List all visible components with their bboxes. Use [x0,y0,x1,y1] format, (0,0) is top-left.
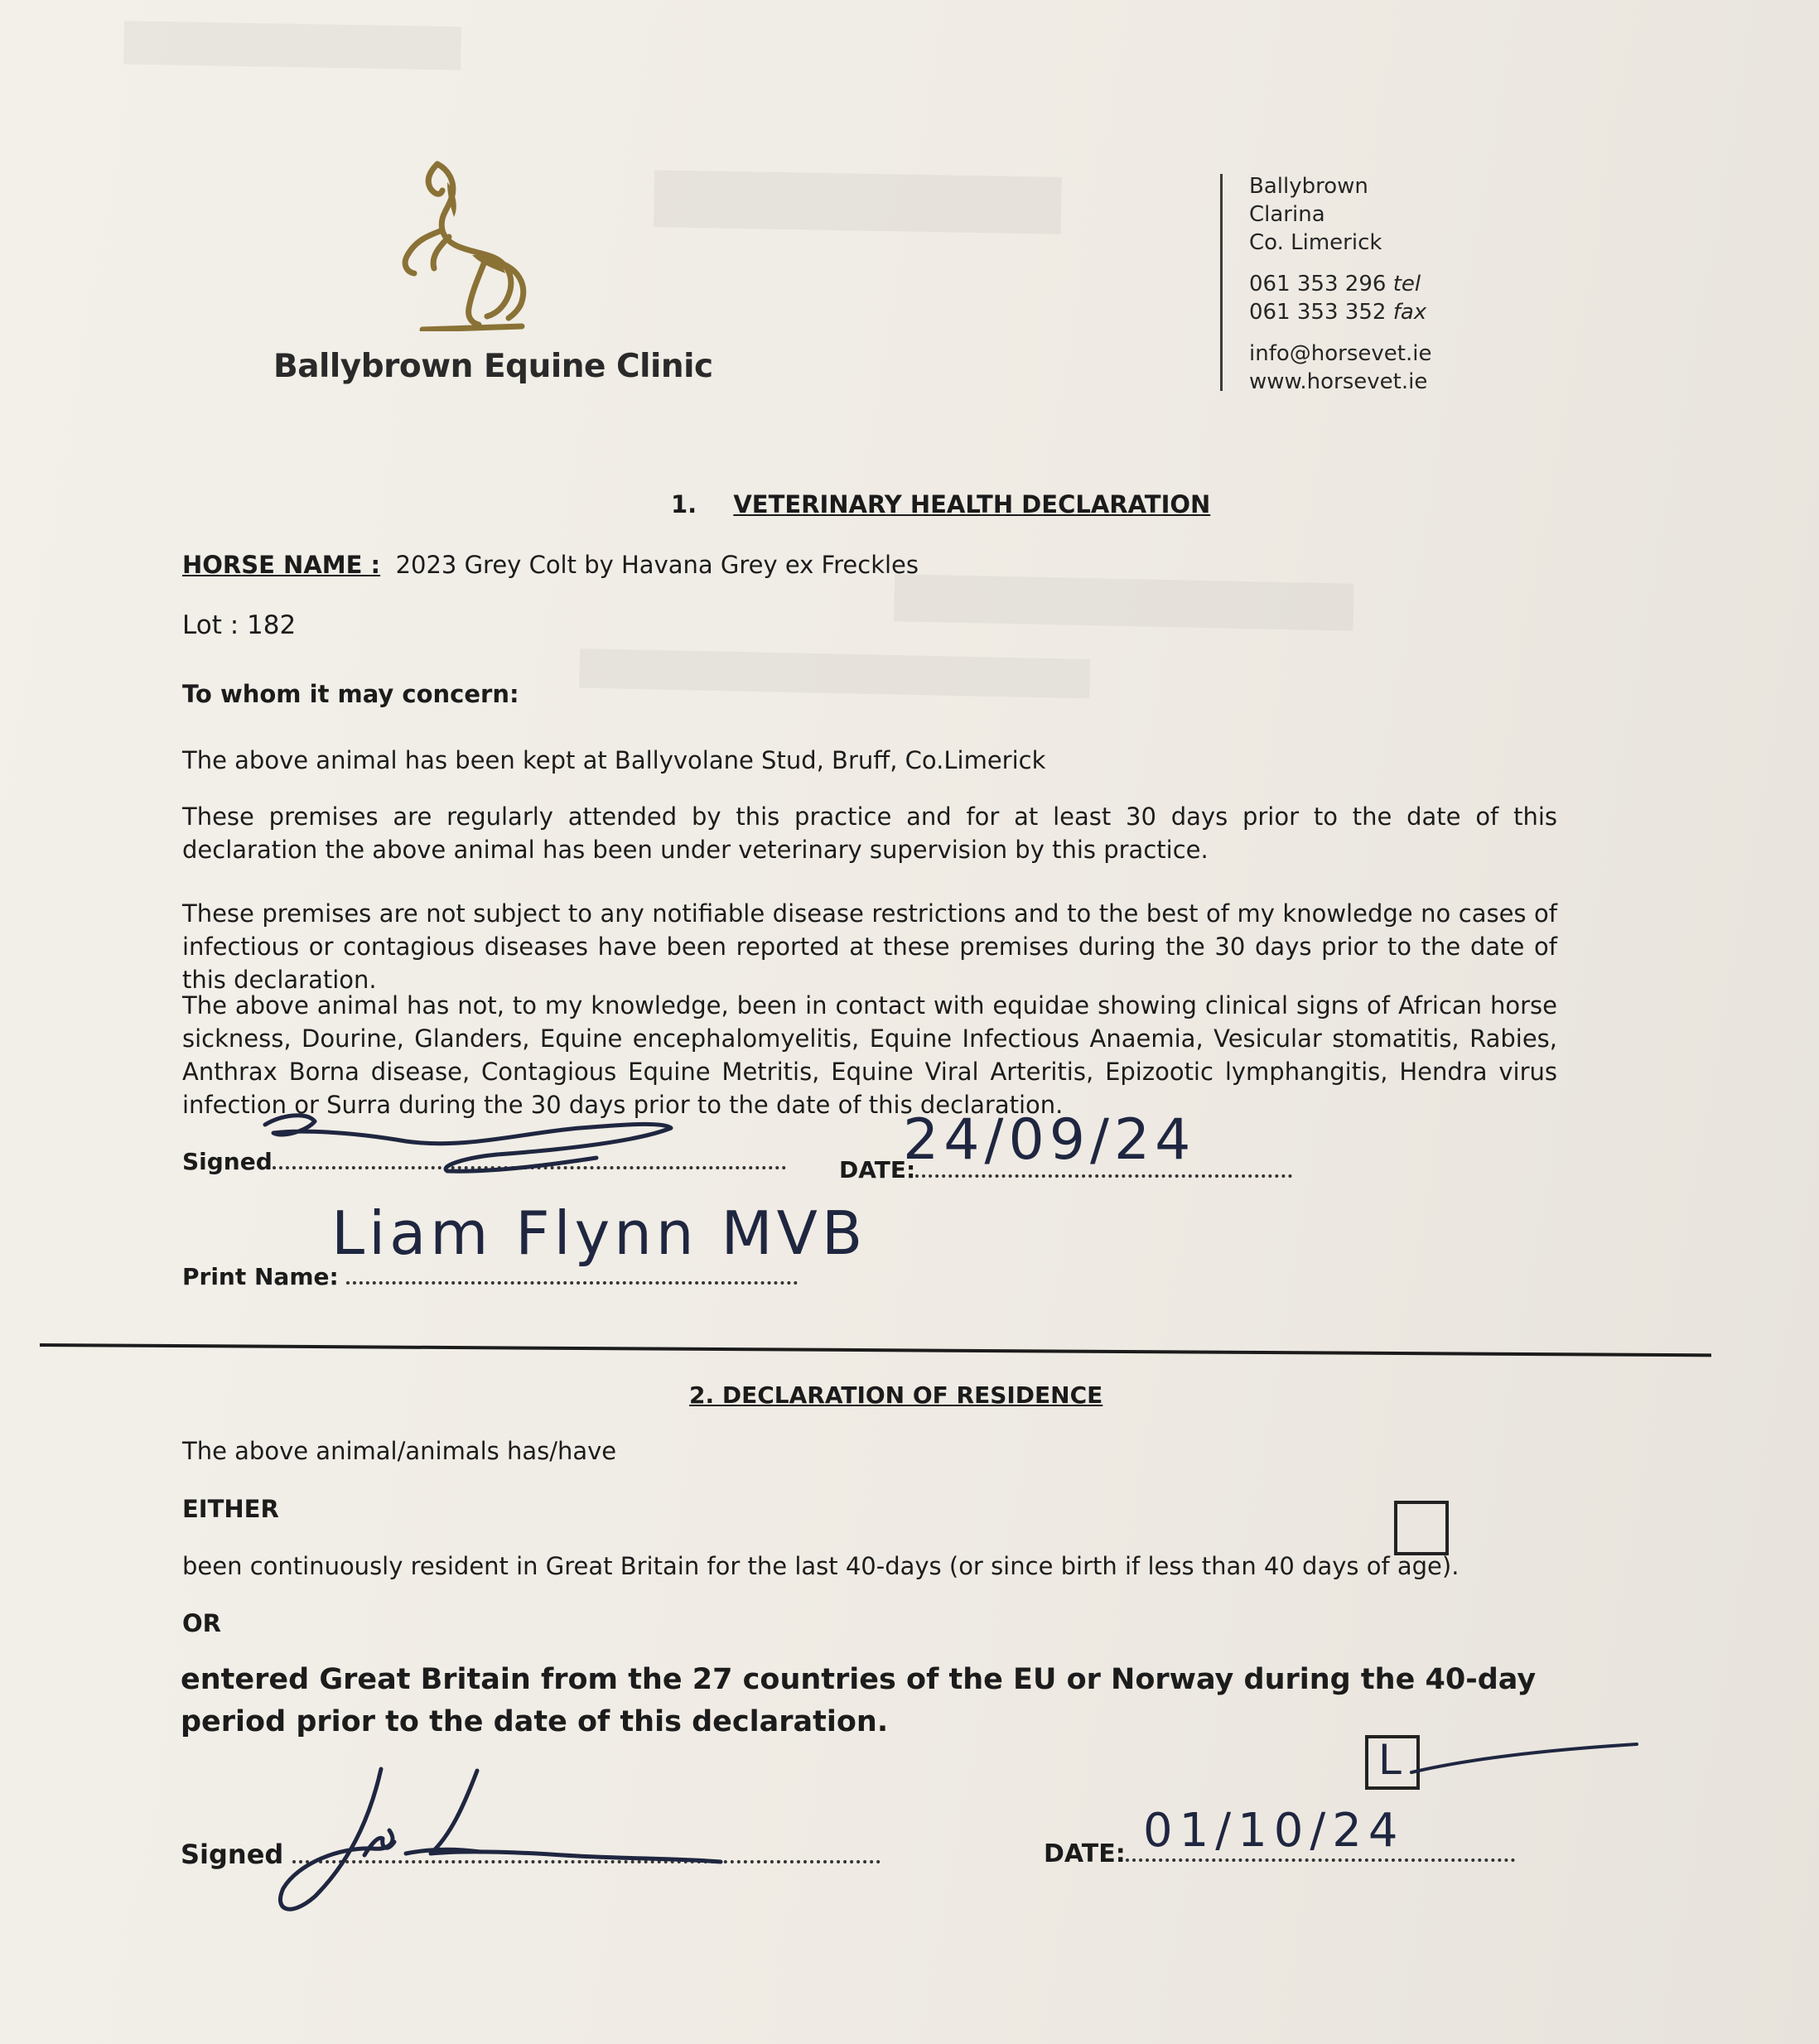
or-label: OR [182,1609,221,1637]
signature-row-1 [182,1141,786,1175]
section2-title: 2. DECLARATION OF RESIDENCE [689,1381,1103,1409]
lot-number: Lot : 182 [182,610,297,640]
salutation: To whom it may concern: [182,680,519,708]
signature-row-2 [181,1835,881,1870]
bleed-through-text: ████████████ [123,22,461,70]
signed-label: Signed [182,1148,273,1175]
fax-number: 061 353 352 [1249,300,1387,325]
address-line: Ballybrown [1249,174,1368,199]
section-divider [40,1343,1711,1357]
print-name-label: Print Name: [182,1263,339,1290]
address-line: Co. Limerick [1249,230,1382,255]
fax-label: fax [1392,300,1427,325]
horse-name-value: 2023 Grey Colt by Havana Grey ex Freckles [395,551,919,579]
phone-number: 061 353 296 [1249,272,1387,296]
letterhead-divider [1220,174,1223,391]
horse-name-line [182,548,1557,581]
address-line: Clarina [1249,202,1325,227]
option1-text: been continuously resident in Great Britain for the last 40-days (or since birth if less than 40 days of age). [182,1552,1460,1580]
signed-label-2: Signed [181,1839,284,1870]
phone-line [1249,270,1421,298]
bleed-through-text: ███████████████ [894,575,1354,631]
section1-title: VETERINARY HEALTH DECLARATION [733,490,1211,518]
section1-heading [671,490,1210,518]
bleed-through-text: ███████████ [654,170,1062,234]
date-label: DATE: [839,1156,916,1183]
email-link[interactable]: info@horsevet.ie [1249,341,1432,366]
signature-line[interactable] [273,1141,786,1169]
date-label-2: DATE: [1044,1839,1126,1868]
horse-name-label: HORSE NAME : [182,551,381,579]
option2-text: entered Great Britain from the 27 countries of the EU or Norway during the 40-day period prior to the date of this declaration. [181,1663,1537,1738]
option2-mark: L [1378,1736,1402,1784]
clinic-name: Ballybrown Equine Clinic [273,348,713,385]
phone-label: tel [1392,272,1421,296]
option1-checkbox[interactable] [1394,1501,1449,1555]
option2-tick-stroke [1408,1738,1640,1779]
bleed-through-text: ████████████████████ [579,648,1090,699]
print-name-value: Liam Flynn MVB [331,1198,867,1268]
signature-line-2[interactable] [292,1835,881,1863]
section1-number: 1. [671,490,697,518]
fax-line [1249,298,1426,326]
paragraph-disease-contact: The above animal has not, to my knowledge, been in contact with equidae showing clinical signs of African horse sickness, Dourine, Glanders, Equine encephalomyelitis, Equine Infectious Anaemia, Vesicular stomatitis, Rabies, Anthrax Borna disease, Contagious Equine Metritis, Equine Viral Arteritis, Epizootic lymphangitis, Hendra virus infection or Surra during the 30 days prior to the date of this declaration. [182,991,1557,1119]
paragraph-supervision: These premises are regularly attended by this practice and for at least 30 days prior to the date of this declaration the above animal has been under veterinary supervision by this practice. [182,803,1557,864]
paragraph-restrictions: These premises are not subject to any notifiable disease restrictions and to the best of my knowledge no cases of infectious or contagious diseases have been reported at these premises during the 30 days prior to the date of this declaration. [182,899,1557,994]
rearing-horse-icon [389,157,538,331]
either-label: EITHER [182,1495,279,1523]
date-value-2: 01/10/24 [1143,1804,1405,1858]
paragraph-kept-at: The above animal has been kept at Ballyvolane Stud, Bruff, Co.Limerick [182,746,1046,774]
residence-intro: The above animal/animals has/have [182,1437,617,1465]
date-value-1: 24/09/24 [903,1107,1196,1173]
website-link[interactable]: www.horsevet.ie [1249,369,1428,394]
